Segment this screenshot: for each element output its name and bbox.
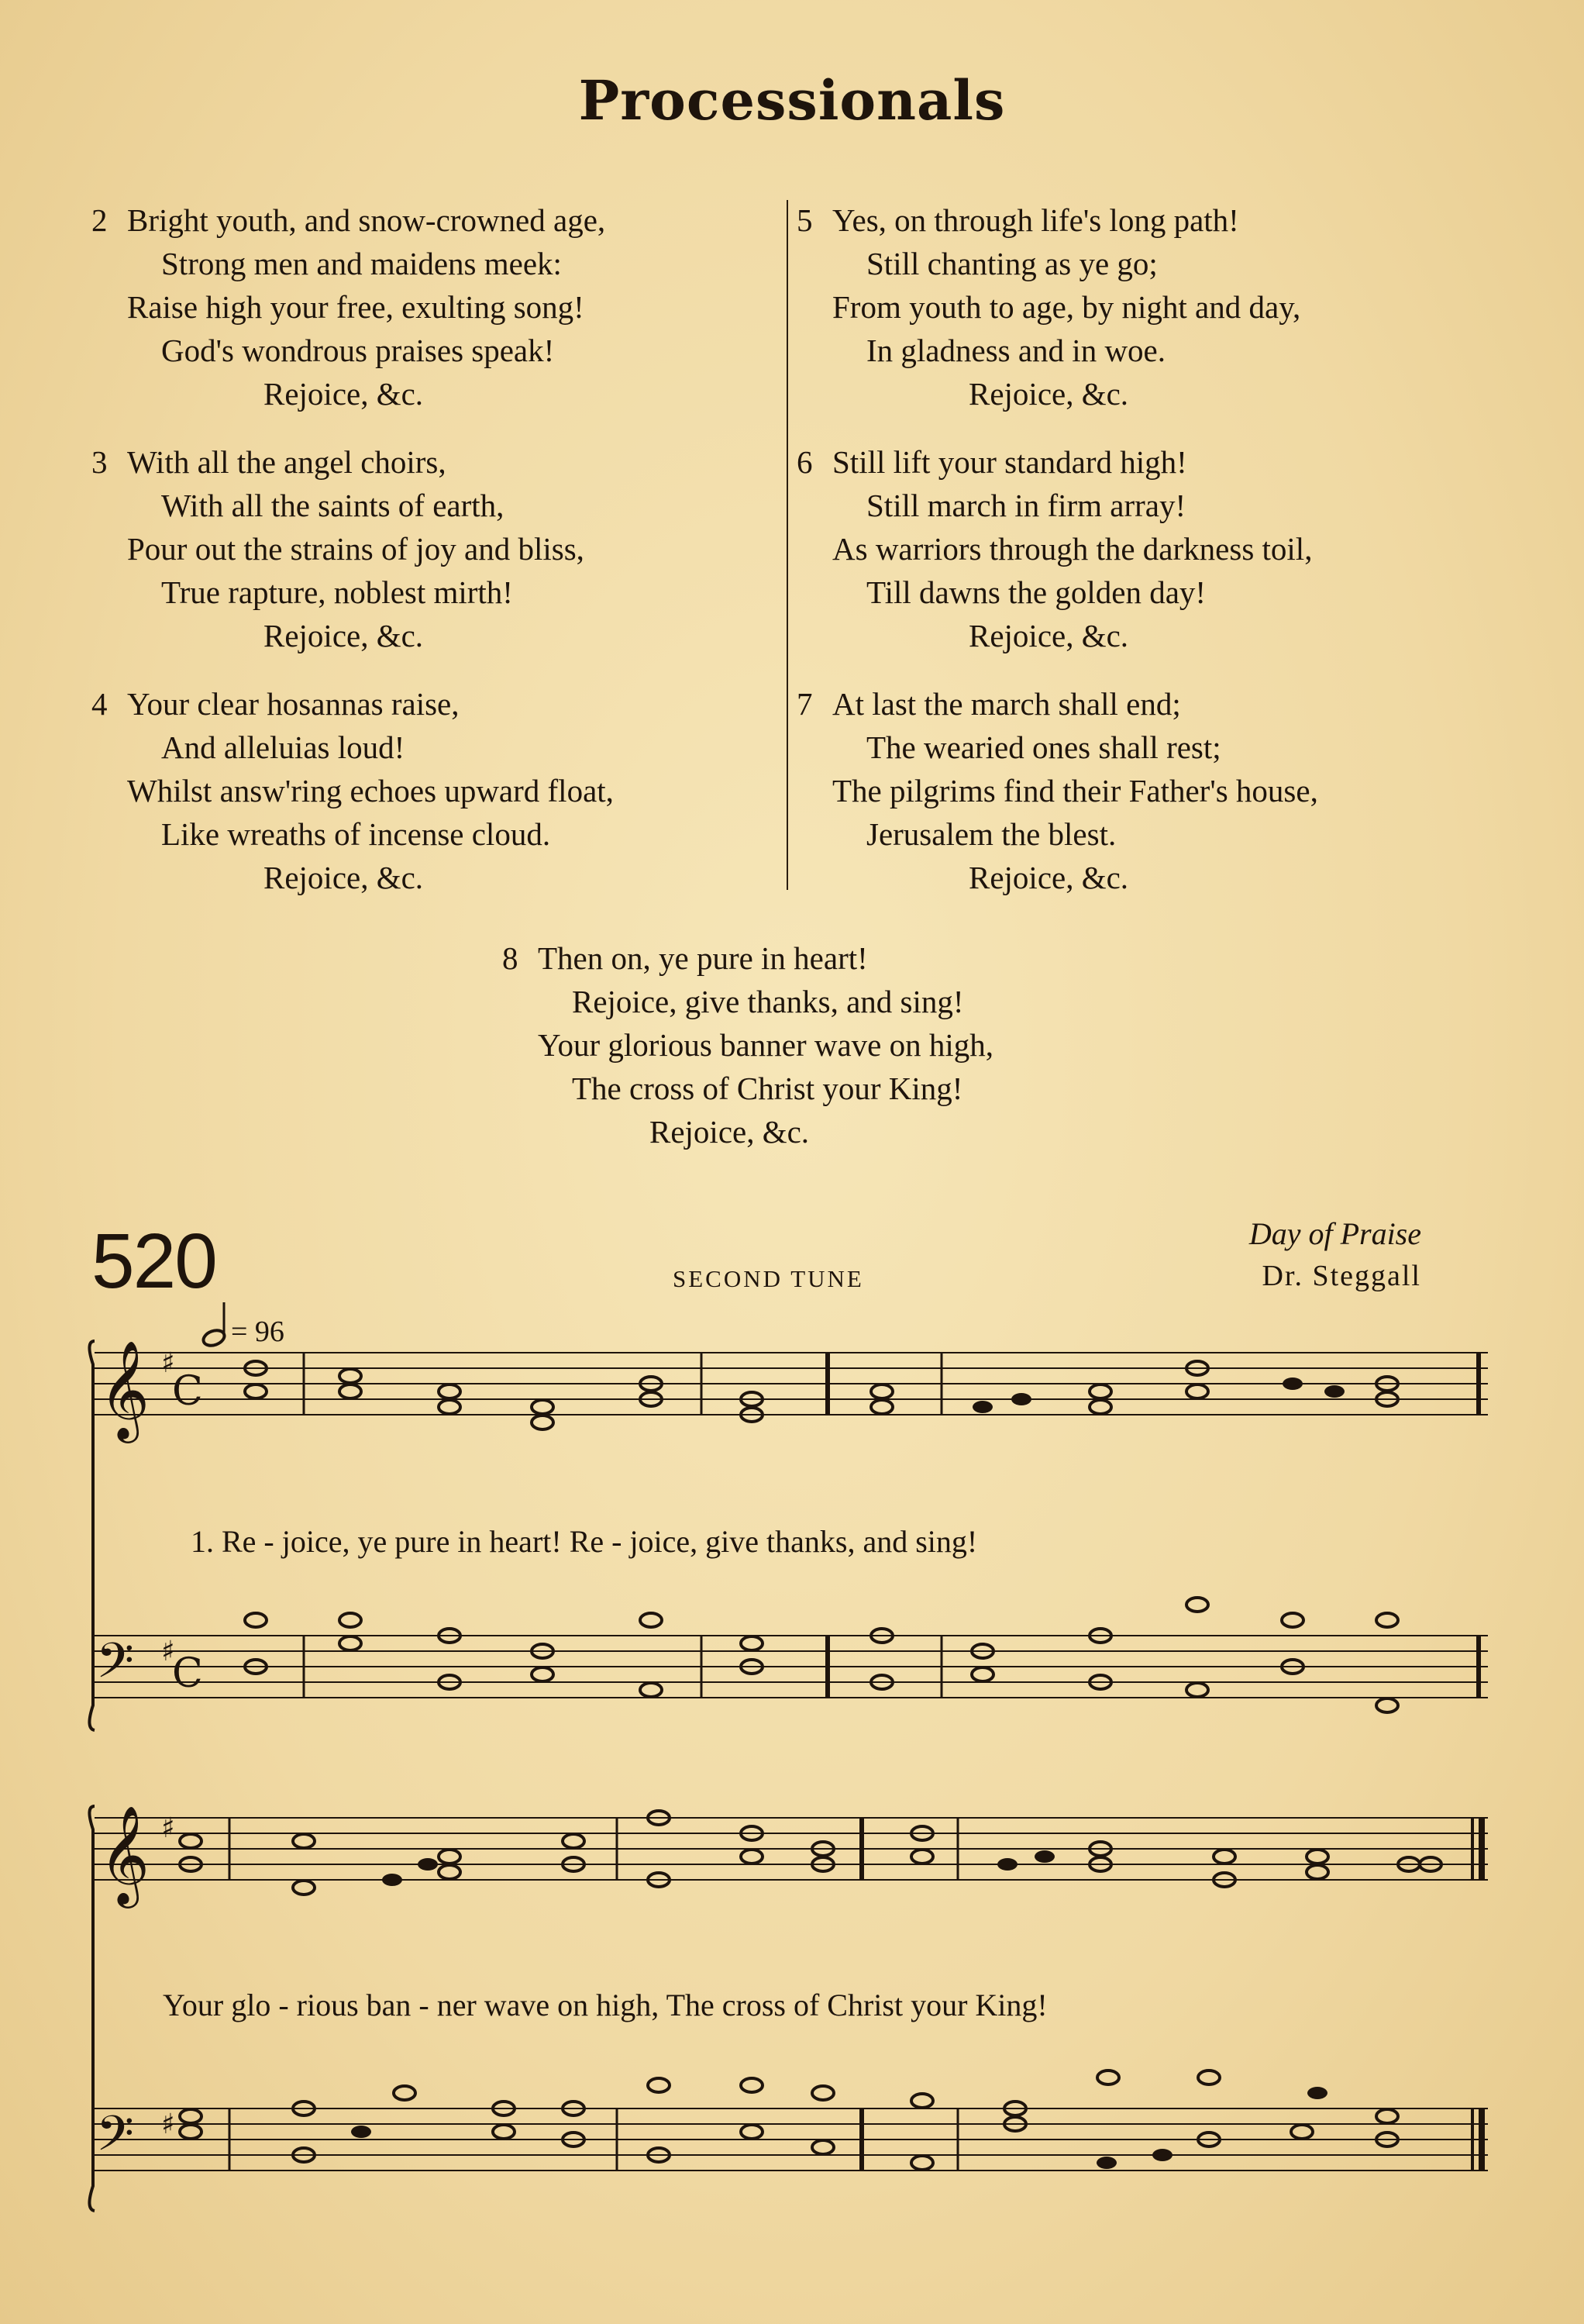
tune-label: SECOND TUNE bbox=[673, 1265, 864, 1292]
stanza-refrain: Rejoice, &c. bbox=[969, 618, 1129, 653]
stanza-number: 8 bbox=[502, 940, 518, 976]
stanza-refrain: Rejoice, &c. bbox=[969, 860, 1129, 895]
stanza-line: Strong men and maidens meek: bbox=[161, 246, 562, 281]
tempo-mark: = 96 bbox=[231, 1315, 284, 1348]
stanza-refrain: Rejoice, &c. bbox=[263, 618, 424, 653]
hymn-number: 520 bbox=[91, 1218, 216, 1305]
treble-notes bbox=[180, 1811, 1441, 1895]
stanza-refrain: Rejoice, &c. bbox=[969, 376, 1129, 412]
treble-notes bbox=[245, 1361, 1398, 1429]
stanza-line: Raise high your free, exulting song! bbox=[127, 289, 584, 325]
stanza-number: 5 bbox=[797, 202, 813, 238]
lyrics-system-2: Your glo - rious ban - ner wave on high, The cross of Christ your King! bbox=[163, 1988, 1048, 2022]
stanza-line: Your glorious banner wave on high, bbox=[538, 1027, 993, 1063]
stanza-line: Yes, on through life's long path! bbox=[832, 202, 1239, 238]
stanza-line: With all the saints of earth, bbox=[161, 488, 504, 523]
tempo-note-icon bbox=[201, 1328, 226, 1348]
bass-clef-icon: 𝄢 bbox=[96, 1632, 134, 1701]
sharp-icon: ♯ bbox=[161, 2108, 175, 2140]
stanza-line: Whilst answ'ring echoes upward float, bbox=[127, 773, 614, 809]
treble-clef-icon: 𝄞 bbox=[99, 1805, 150, 1904]
stanza-line: As warriors through the darkness toil, bbox=[832, 531, 1313, 567]
bass-notes bbox=[245, 1598, 1398, 1712]
lyrics-system-1: 1. Re - joice, ye pure in heart! Re - joice, give thanks, and sing! bbox=[191, 1524, 978, 1559]
sharp-icon: ♯ bbox=[161, 1812, 175, 1844]
stanza-number: 2 bbox=[91, 202, 108, 238]
stanza-line: Jerusalem the blest. bbox=[866, 816, 1117, 852]
page-title: Processionals bbox=[578, 68, 1006, 133]
stanza-line: Still lift your standard high! bbox=[832, 444, 1187, 480]
stanza-line: Rejoice, give thanks, and sing! bbox=[572, 984, 964, 1019]
composer: Dr. Steggall bbox=[1262, 1260, 1421, 1292]
stanza-line: God's wondrous praises speak! bbox=[161, 333, 555, 368]
time-signature: C bbox=[172, 1368, 203, 1415]
stanza-line: The cross of Christ your King! bbox=[572, 1071, 963, 1106]
stanza-number: 6 bbox=[797, 444, 813, 480]
stanza-line: Like wreaths of incense cloud. bbox=[161, 816, 551, 852]
stanza-number: 3 bbox=[91, 444, 108, 480]
stanza-line: In gladness and in woe. bbox=[866, 333, 1166, 368]
stanza-line: Still chanting as ye go; bbox=[866, 246, 1158, 281]
bass-clef-icon: 𝄢 bbox=[96, 2105, 134, 2174]
treble-filled-notes bbox=[382, 1850, 1055, 1886]
stanza-line: The pilgrims find their Father's house, bbox=[832, 773, 1318, 809]
stanza-line: Then on, ye pure in heart! bbox=[538, 940, 868, 976]
stanza-refrain: Rejoice, &c. bbox=[263, 376, 424, 412]
stanza-line: With all the angel choirs, bbox=[127, 444, 446, 480]
sharp-icon: ♯ bbox=[161, 1347, 175, 1379]
time-signature: C bbox=[172, 1650, 203, 1697]
stanza-line: Still march in firm array! bbox=[866, 488, 1186, 523]
stanza-line: Till dawns the golden day! bbox=[866, 574, 1207, 610]
stanza-line: The wearied ones shall rest; bbox=[866, 729, 1221, 765]
sharp-icon: ♯ bbox=[161, 1636, 175, 1667]
stanza-line: And alleluias loud! bbox=[161, 729, 405, 765]
bass-filled-notes bbox=[351, 2087, 1327, 2169]
stanza-line: Your clear hosannas raise, bbox=[127, 686, 460, 722]
stanza-number: 4 bbox=[91, 686, 108, 722]
stanza-line: Bright youth, and snow-crowned age, bbox=[127, 202, 606, 238]
stanza-number: 7 bbox=[797, 686, 813, 722]
stanza-line: From youth to age, by night and day, bbox=[832, 289, 1301, 325]
stanza-refrain: Rejoice, &c. bbox=[263, 860, 424, 895]
tune-name: Day of Praise bbox=[1248, 1216, 1421, 1251]
stanza-line: At last the march shall end; bbox=[832, 686, 1181, 722]
treble-filled-notes bbox=[973, 1378, 1345, 1413]
stanza-line: Pour out the strains of joy and bliss, bbox=[127, 531, 584, 567]
stanza-refrain: Rejoice, &c. bbox=[649, 1114, 810, 1150]
stanza-line: True rapture, noblest mirth! bbox=[161, 574, 513, 610]
treble-clef-icon: 𝄞 bbox=[99, 1340, 150, 1439]
